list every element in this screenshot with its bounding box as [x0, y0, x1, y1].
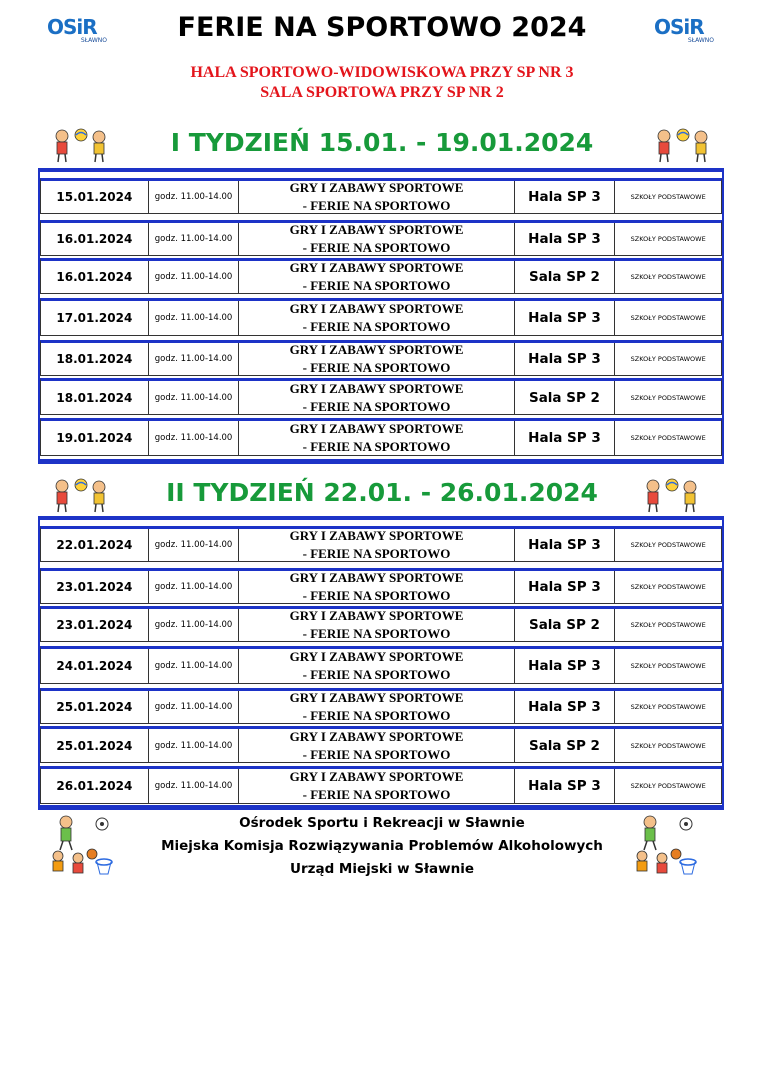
activity-line-2: - FERIE NA SPORTOWO: [302, 198, 451, 213]
activity-line-2: - FERIE NA SPORTOWO: [302, 708, 451, 723]
table-row: [40, 688, 722, 724]
time-cell: godz. 11.00-14.00: [149, 223, 240, 255]
page-title: FERIE NA SPORTOWO 2024: [177, 12, 587, 43]
time-cell: godz. 11.00-14.00: [149, 181, 240, 213]
activity-line-1: GRY I ZABAWY SPORTOWE: [289, 649, 464, 664]
date-cell: 18.01.2024: [41, 343, 149, 375]
target-cell: SZKOŁY PODSTAWOWE: [630, 355, 706, 363]
date-cell: 16.01.2024: [41, 223, 149, 255]
venue-cell: Hala SP 3: [515, 343, 616, 375]
venue-cell: Hala SP 3: [515, 421, 616, 455]
time-cell: godz. 11.00-14.00: [149, 529, 240, 561]
activity-line-2: - FERIE NA SPORTOWO: [302, 588, 451, 603]
target-cell: SZKOŁY PODSTAWOWE: [630, 273, 706, 281]
kids-volleyball-icon: [643, 477, 701, 513]
activity-line-1: GRY I ZABAWY SPORTOWE: [289, 180, 464, 195]
table-row: [40, 726, 722, 763]
table-row: [40, 418, 722, 456]
venue-cell: Sala SP 2: [515, 609, 616, 641]
target-cell: SZKOŁY PODSTAWOWE: [630, 314, 706, 322]
activity-line-1: GRY I ZABAWY SPORTOWE: [289, 608, 464, 623]
target-cell: SZKOŁY PODSTAWOWE: [630, 235, 706, 243]
time-cell: godz. 11.00-14.00: [149, 421, 240, 455]
venue-cell: Hala SP 3: [515, 529, 616, 561]
osir-logo-subtext: SŁAWNO: [80, 37, 107, 44]
activity-line-2: - FERIE NA SPORTOWO: [302, 398, 451, 414]
activity-line-1: GRY I ZABAWY SPORTOWE: [289, 222, 464, 237]
table-row: [40, 568, 722, 604]
time-cell: godz. 11.00-14.00: [149, 571, 240, 603]
activity-cell: [239, 649, 514, 683]
time-cell: godz. 11.00-14.00: [149, 261, 240, 293]
time-cell: godz. 11.00-14.00: [149, 609, 240, 641]
target-cell: SZKOŁY PODSTAWOWE: [630, 434, 706, 442]
activity-line-2: - FERIE NA SPORTOWO: [302, 319, 451, 334]
time-cell: godz. 11.00-14.00: [149, 769, 240, 803]
week-1-title: I TYDZIEŃ 15.01. - 19.01.2024: [170, 128, 594, 157]
schedule-table-week-1: [38, 168, 724, 464]
activity-line-2: - FERIE NA SPORTOWO: [302, 360, 451, 375]
date-cell: 23.01.2024: [41, 609, 149, 641]
target-cell: SZKOŁY PODSTAWOWE: [630, 741, 706, 750]
venue-cell: Hala SP 3: [515, 691, 616, 723]
kids-sport-icon: [628, 812, 698, 880]
activity-line-1: GRY I ZABAWY SPORTOWE: [289, 260, 464, 275]
venue-cell: Sala SP 2: [515, 729, 616, 762]
table-row: [40, 298, 722, 336]
date-cell: 22.01.2024: [41, 529, 149, 561]
target-cell: SZKOŁY PODSTAWOWE: [630, 621, 706, 629]
osir-logo-text: OSiR: [47, 15, 97, 39]
activity-line-2: - FERIE NA SPORTOWO: [302, 240, 451, 255]
time-cell: godz. 11.00-14.00: [149, 343, 240, 375]
venue-cell: Hala SP 3: [515, 301, 616, 335]
activity-cell: [239, 691, 514, 723]
table-row: [40, 220, 722, 256]
table-row: [40, 340, 722, 376]
time-cell: godz. 11.00-14.00: [149, 649, 240, 683]
table-row: [40, 526, 722, 562]
subtitle-hala: HALA SPORTOWO-WIDOWISKOWA PRZY SP NR 3: [190, 64, 574, 81]
osir-logo-text: OSiR: [654, 15, 704, 39]
activity-cell: [239, 223, 514, 255]
target-cell: SZKOŁY PODSTAWOWE: [630, 782, 706, 790]
activity-line-1: GRY I ZABAWY SPORTOWE: [289, 728, 464, 744]
date-cell: 18.01.2024: [41, 381, 149, 414]
target-cell: SZKOŁY PODSTAWOWE: [630, 662, 706, 670]
activity-line-1: GRY I ZABAWY SPORTOWE: [289, 690, 464, 705]
footer-organizer-commission: Miejska Komisja Rozwiązywania Problemów Alkoholowych: [161, 838, 603, 854]
activity-line-2: - FERIE NA SPORTOWO: [302, 546, 451, 561]
subtitle-sala: SALA SPORTOWA PRZY SP NR 2: [260, 84, 504, 101]
activity-line-2: - FERIE NA SPORTOWO: [302, 278, 451, 293]
time-cell: godz. 11.00-14.00: [149, 691, 240, 723]
venue-cell: Sala SP 2: [515, 381, 616, 414]
venue-cell: Hala SP 3: [515, 571, 616, 603]
activity-line-1: GRY I ZABAWY SPORTOWE: [289, 342, 464, 357]
osir-logo-subtext: SŁAWNO: [687, 37, 714, 44]
activity-line-1: GRY I ZABAWY SPORTOWE: [289, 421, 464, 436]
activity-cell: [239, 421, 514, 455]
target-cell: SZKOŁY PODSTAWOWE: [630, 703, 706, 711]
activity-line-1: GRY I ZABAWY SPORTOWE: [289, 380, 464, 396]
activity-cell: [239, 181, 514, 213]
date-cell: 25.01.2024: [41, 729, 149, 762]
activity-line-2: - FERIE NA SPORTOWO: [302, 787, 451, 802]
date-cell: 15.01.2024: [41, 181, 149, 213]
activity-line-2: - FERIE NA SPORTOWO: [302, 667, 451, 682]
venue-cell: Sala SP 2: [515, 261, 616, 293]
venue-cell: Hala SP 3: [515, 223, 616, 255]
table-row: [40, 766, 722, 804]
date-cell: 26.01.2024: [41, 769, 149, 803]
target-cell: SZKOŁY PODSTAWOWE: [630, 393, 706, 402]
kids-volleyball-icon: [654, 127, 712, 163]
activity-line-2: - FERIE NA SPORTOWO: [302, 439, 451, 454]
table-row: [40, 258, 722, 294]
table-row: [40, 178, 722, 214]
date-cell: 16.01.2024: [41, 261, 149, 293]
activity-line-1: GRY I ZABAWY SPORTOWE: [289, 570, 464, 585]
activity-line-1: GRY I ZABAWY SPORTOWE: [289, 301, 464, 316]
date-cell: 19.01.2024: [41, 421, 149, 455]
activity-line-2: - FERIE NA SPORTOWO: [302, 746, 451, 762]
table-row: [40, 378, 722, 415]
time-cell: godz. 11.00-14.00: [149, 381, 240, 414]
venue-cell: Hala SP 3: [515, 181, 616, 213]
week-2-title: II TYDZIEŃ 22.01. - 26.01.2024: [166, 478, 598, 507]
footer-organizer-osir: Ośrodek Sportu i Rekreacji w Sławnie: [239, 815, 525, 831]
activity-cell: [239, 609, 514, 641]
date-cell: 25.01.2024: [41, 691, 149, 723]
date-cell: 24.01.2024: [41, 649, 149, 683]
activity-cell: [239, 343, 514, 375]
venue-cell: Hala SP 3: [515, 649, 616, 683]
activity-line-2: - FERIE NA SPORTOWO: [302, 626, 451, 641]
time-cell: godz. 11.00-14.00: [149, 301, 240, 335]
activity-cell: [239, 301, 514, 335]
date-cell: 23.01.2024: [41, 571, 149, 603]
activity-cell: [239, 571, 514, 603]
activity-cell: [239, 729, 514, 762]
table-row: [40, 606, 722, 642]
activity-cell: [239, 381, 514, 414]
activity-line-1: GRY I ZABAWY SPORTOWE: [289, 769, 464, 784]
time-cell: godz. 11.00-14.00: [149, 729, 240, 762]
venue-cell: Hala SP 3: [515, 769, 616, 803]
target-cell: SZKOŁY PODSTAWOWE: [630, 541, 706, 549]
activity-cell: [239, 261, 514, 293]
target-cell: SZKOŁY PODSTAWOWE: [630, 583, 706, 591]
schedule-table-week-2: [38, 516, 724, 810]
activity-cell: [239, 529, 514, 561]
activity-line-1: GRY I ZABAWY SPORTOWE: [289, 528, 464, 543]
table-row: [40, 646, 722, 684]
footer-organizer-city-hall: Urząd Miejski w Sławnie: [289, 861, 475, 877]
activity-cell: [239, 769, 514, 803]
date-cell: 17.01.2024: [41, 301, 149, 335]
target-cell: SZKOŁY PODSTAWOWE: [630, 193, 706, 201]
